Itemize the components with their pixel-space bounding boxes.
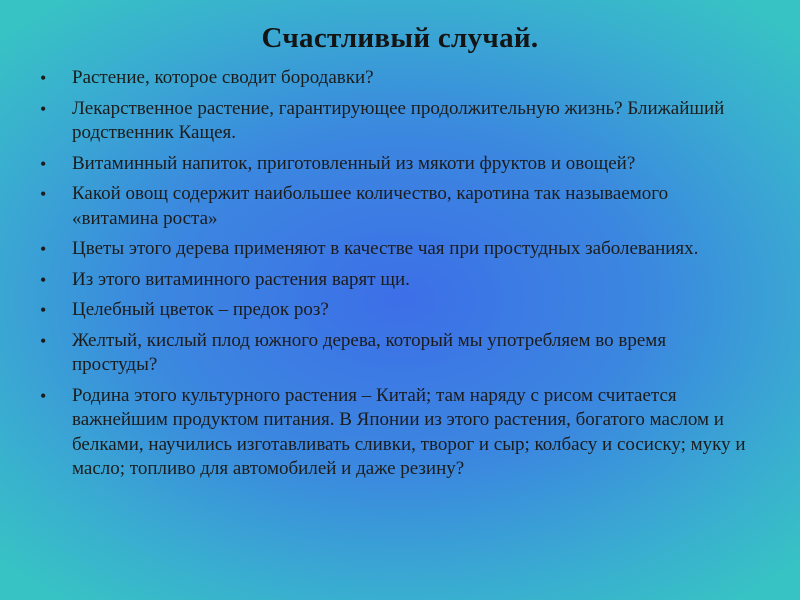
- bullet-icon: •: [40, 300, 47, 320]
- question-text: Растение, которое сводит бородавки?: [72, 67, 374, 88]
- list-item: [36, 298, 756, 323]
- list-item: [36, 329, 756, 378]
- bullet-icon: •: [40, 153, 47, 174]
- bullet-icon: •: [40, 184, 47, 204]
- bullet-icon: •: [40, 98, 47, 119]
- bullet-icon: •: [40, 239, 47, 259]
- list-item: [36, 384, 756, 482]
- list-item: [36, 66, 756, 91]
- list-item: [36, 182, 756, 231]
- list-item: [36, 237, 756, 262]
- question-text: Витаминный напиток, приготовленный из мякоти фруктов и овощей?: [72, 152, 636, 174]
- question-text: Цветы этого дерева применяют в качестве чая при простудных заболеваниях.: [72, 238, 699, 259]
- question-text: Желтый, кислый плод южного дерева, который мы употребляем во время простуды?: [72, 329, 667, 375]
- bullet-icon: •: [40, 330, 47, 351]
- question-text: Целебный цветок – предок роз?: [72, 299, 329, 320]
- slide-title: Счастливый случай.: [261, 22, 539, 54]
- question-list: [36, 66, 756, 488]
- question-text: Из этого витаминного растения варят щи.: [72, 268, 410, 290]
- list-item: [36, 152, 756, 177]
- question-text: Лекарственное растение, гарантирующее продолжительную жизнь? Ближайший родственник Кащея.: [72, 97, 725, 143]
- bullet-icon: •: [40, 68, 47, 88]
- list-item: [36, 97, 756, 146]
- question-text: Родина этого культурного растения – Китай; там наряду с рисом считается важнейшим продуктом питания. В Японии из этого растения, богатого маслом и белками, научились изготавливать сливки, творог и сыр; колбасу и сосиску; муку и масло; топливо для автомобилей и даже резину?: [72, 384, 746, 479]
- list-item: [36, 268, 756, 293]
- question-text: Какой овощ содержит наибольшее количество, каротина так называемого «витамина роста»: [72, 183, 669, 229]
- bullet-icon: •: [40, 385, 47, 406]
- bullet-icon: •: [40, 269, 47, 290]
